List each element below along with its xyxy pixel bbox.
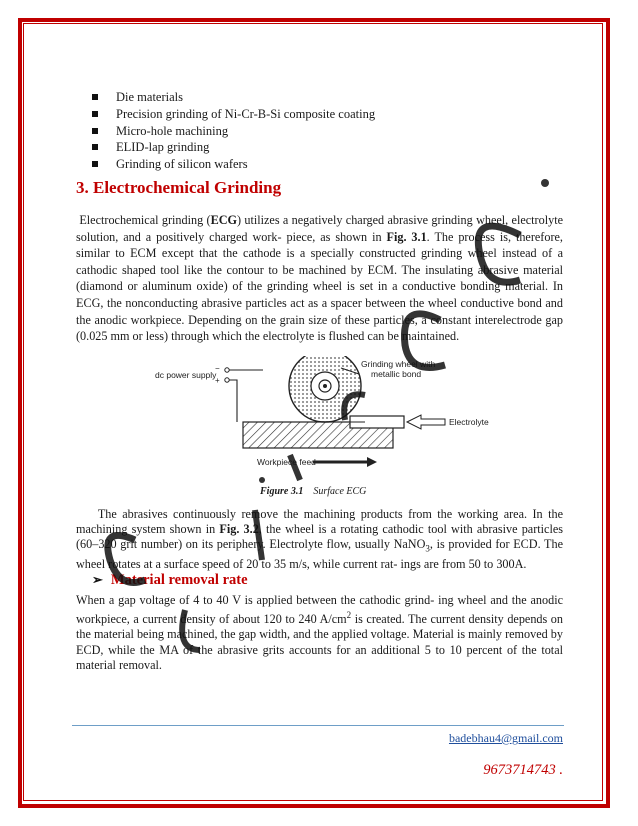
footer-divider <box>72 725 564 726</box>
applications-list <box>92 89 375 173</box>
terminal-negative <box>225 368 229 372</box>
caption-number: Figure 3.1 <box>260 486 304 497</box>
surface-ecg-diagram <box>145 356 515 474</box>
list-item: Die materials <box>92 89 375 106</box>
text-run: , is provided for ECD. The wheel rotates at a surface speed of 20 to 35 m/s, while current rat- ings are from 50 to 300A. <box>76 537 563 572</box>
wire-positive <box>229 380 237 422</box>
text-run: ) utilizes a negatively charged abrasive grinding wheel, electrolyte solution, and a positively charged work- piece, as shown in <box>76 213 563 244</box>
axle-center <box>323 384 327 388</box>
text-run: is created. The current density depends on the material being machined, the gap width, and the applied voltage. Material is mainly removed by ECD, while the MA of the abrasive grits accounts for an additional 5 to 10 percent of the total material removal. <box>76 612 563 672</box>
text-run: . The process is, therefore, similar to ECM except that the cathode is a specially constructed grinding wheel instead of a cathodic shaped tool like the contour to be machined by ECM. The insulating abrasive material (diamond or aluminum oxide) of the grinding wheel is set in a conductive bonding material. In ECG, the nonconducting abrasive particles act as a spacer between the wheel conductive bond and the anodic workpiece. Depending on the grain size of these particles, a constant interelectrode gap (0.025 mm or less) through which the electrolyte is flushed can be maintained. <box>76 229 563 344</box>
superscript: 2 <box>346 610 352 621</box>
list-item: Precision grinding of Ni-Cr-B-Si composite coating <box>92 106 375 123</box>
intro-paragraph <box>76 212 563 345</box>
label-minus: − <box>215 364 220 373</box>
feed-arrowhead-icon <box>367 457 377 467</box>
label-workpiece-feed: Workpiece feed <box>257 457 316 467</box>
text-run: When a gap voltage of 4 to 40 V is applied between the cathodic grind- ing wheel and the anodic workpiece, a current density of about 120 to 240 A/cm <box>76 593 563 627</box>
label-wheel-line2: metallic bond <box>371 369 422 379</box>
label-electrolyte: Electrolyte <box>449 417 489 427</box>
electrolyte-arrow-icon <box>407 415 445 429</box>
figure-reference: Fig. 3.1 <box>386 229 427 244</box>
label-power-supply: dc power supply <box>155 370 217 380</box>
list-item: Micro-hole machining <box>92 123 375 140</box>
subscript: 3 <box>425 543 430 554</box>
list-item: ELID-lap grinding <box>92 139 375 156</box>
subsection-heading <box>92 572 248 589</box>
caption-text: Surface ECG <box>313 486 367 497</box>
text-run: , the wheel is a rotating cathodic tool with abrasive particles (60–320 grit number) on its periphery. Electrolyte flow, usually NaNO <box>76 522 563 552</box>
section-heading: 3. Electrochemical Grinding <box>76 178 282 197</box>
bold-term: ECG <box>210 213 237 227</box>
email-link[interactable]: badebhau4@gmail.com <box>448 731 563 745</box>
phone-number: 9673714743 . <box>483 762 563 778</box>
terminal-positive <box>225 378 229 382</box>
subsection-title: Material removal rate <box>110 572 248 588</box>
list-item: Grinding of silicon wafers <box>92 156 375 173</box>
arrow-bullet-icon: ➢ <box>92 572 103 587</box>
abrasives-paragraph <box>76 507 563 572</box>
label-plus: + <box>215 376 220 385</box>
text-run: The abrasives continuously remove the machining products from the working area. In the machining system shown in <box>76 507 563 537</box>
figure-caption <box>260 486 366 497</box>
figure-reference: Fig. 3.2 <box>219 522 259 537</box>
label-wheel-line1: Grinding wheel with <box>361 359 436 369</box>
text-run: Electrochemical grinding ( <box>79 213 211 227</box>
mrr-paragraph <box>76 593 563 673</box>
